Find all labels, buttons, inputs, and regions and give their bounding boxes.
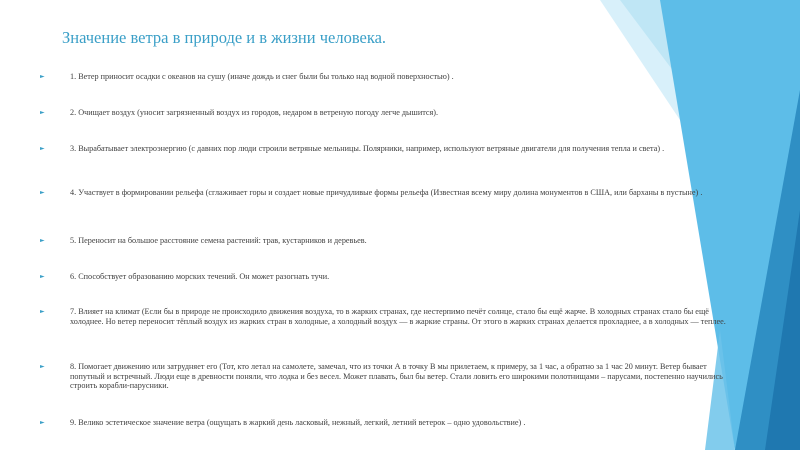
bullet-text: 4. Участвует в формировании рельефа (сглаживает горы и создает новые причудливые формы рельефа (Известная всему миру долина монументов в США, или барханы в пустыне) . [70,188,703,197]
bullet-arrow-icon: ► [40,145,45,152]
bullet-arrow-icon: ► [40,73,45,80]
bullet-text: 6. Способствует образованию морских течений. Он может разогнать тучи. [70,272,330,281]
bullet-arrow-icon: ► [40,273,45,280]
bullet-arrow-icon: ► [40,237,45,244]
bullet-text: 1. Ветер приносит осадки с океанов на сушу (иначе дождь и снег были бы только над водной поверхностью) . [70,72,454,81]
bullet-text: 9. Велико эстетическое значение ветра (ощущать в жаркий день ласковый, нежный, легкий, летний ветерок – одно удовольствие) . [70,418,526,427]
bullet-text: 2. Очищает воздух (уносит загрязненный воздух из городов, недаром в ветреную погоду легче дышится). [70,108,439,117]
bullet-item [40,307,726,326]
bullet-item [40,72,726,82]
bullet-item [40,188,726,198]
slide-title: Значение ветра в природе и в жизни человека. [62,28,387,47]
bullet-text: 3. Вырабатывает электроэнергию (с давних пор люди строили ветряные мельницы. Полярники, например, используют ветряные двигатели для получения тепла и света) . [70,144,665,153]
bullet-arrow-icon: ► [40,109,45,116]
bullet-arrow-icon: ► [40,419,45,426]
bullet-item [40,144,726,154]
bullet-arrow-icon: ► [40,363,45,370]
bullet-text: 5. Переносит на большое расстояние семена растений: трав, кустарников и деревьев. [70,236,367,245]
bullet-item [40,362,726,391]
bullet-arrow-icon: ► [40,308,45,315]
bullet-item [40,272,726,282]
bullet-text: 8. Помогает движению или затрудняет его (Тот, кто летал на самолете, замечал, что из точки А в точку В мы прилетаем, к примеру, за 1 час, а обратно за 1 час 20 минут. Ветер бывает попутный и встречный. Люди еще в древности поняли, что лодка и без весел. Может плавать, был бы ветер. Стали ловить его широкими полотнищами – парусами, постепенно научились строить корабли-парусники. [70,362,723,390]
bullet-item [40,236,726,246]
bullet-arrow-icon: ► [40,189,45,196]
bullet-text: 7. Влияет на климат (Если бы в природе не происходило движения воздуха, то в жарких странах, где нестерпимо печёт солнце, стало бы ещё жарче. В холодных странах стало бы ещё холоднее. Но ветер переносит тёплый воздух из жарких стран в холодные, а холодный воздух — в жаркие страны. От этого в жарких странах делается прохладнее, а в холодных — теплее. [70,307,726,326]
bullet-item [40,418,726,428]
bullet-item [40,108,726,118]
